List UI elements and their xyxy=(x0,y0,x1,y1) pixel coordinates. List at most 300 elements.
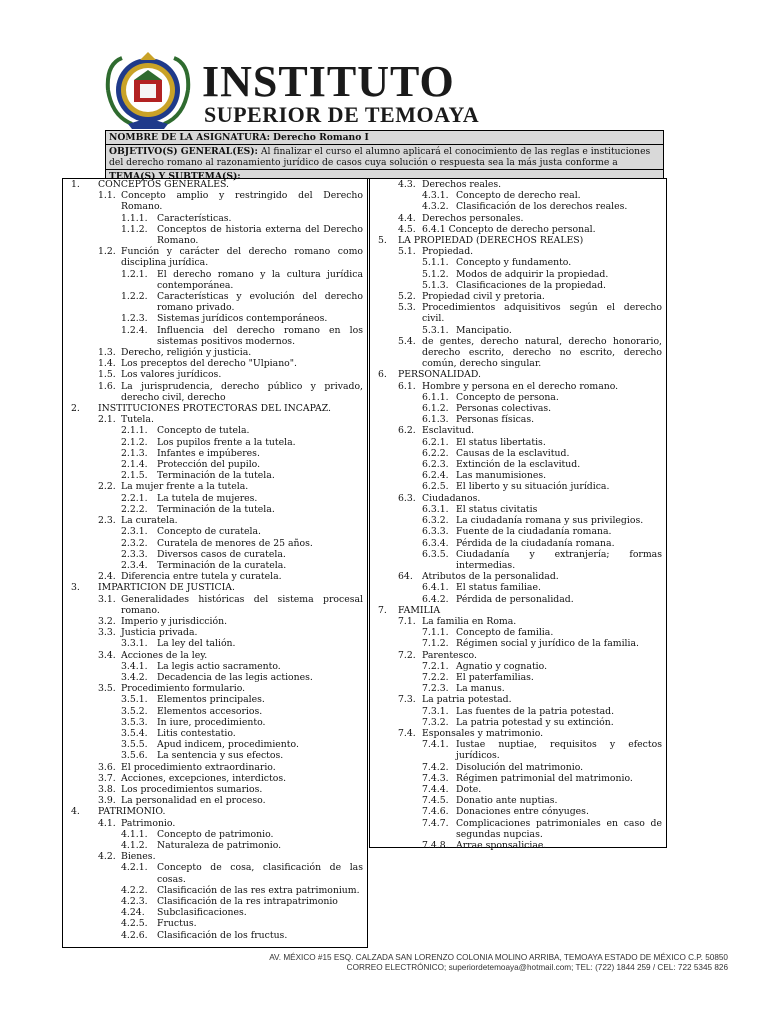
outline-number: 64. xyxy=(398,571,413,583)
outline-item xyxy=(63,582,367,593)
outline-item xyxy=(63,862,367,884)
outline-number: 7. xyxy=(378,604,387,616)
outline-text: Acciones de la ley. xyxy=(121,649,208,661)
outline-item xyxy=(370,526,666,537)
outline-text: Bienes. xyxy=(121,851,156,863)
outline-text: Terminación de la curatela. xyxy=(157,559,287,571)
outline-item xyxy=(370,179,666,190)
outline-number: 3.3.1. xyxy=(121,638,148,650)
outline-item xyxy=(63,773,367,784)
outline-text: Los preceptos del derecho "Ulpiano". xyxy=(121,358,298,370)
outline-number: 4. xyxy=(71,806,80,818)
outline-text: Clasificación de la res intrapatrimonio xyxy=(157,896,338,907)
outline-item xyxy=(370,325,666,336)
outline-item xyxy=(370,201,666,212)
outline-item xyxy=(370,291,666,302)
outline-item xyxy=(370,672,666,683)
outline-item xyxy=(63,907,367,918)
outline-item xyxy=(63,526,367,537)
outline-item xyxy=(63,470,367,481)
outline-number: 2.1.1. xyxy=(121,425,148,437)
outline-text: Los valores jurídicos. xyxy=(121,369,222,381)
outline-text: Terminación de la tutela. xyxy=(157,503,275,515)
outline-item xyxy=(63,571,367,582)
outline-number: 4.1.1. xyxy=(121,828,148,840)
outline-text: Los pupilos frente a la tutela. xyxy=(157,436,296,448)
outline-number: 7.4.2. xyxy=(422,761,449,773)
outline-number: 6.1.3. xyxy=(422,414,449,426)
outline-text: Concepto de tutela. xyxy=(157,425,250,437)
outline-text: Complicaciones patrimoniales en caso de segundas nupcias. xyxy=(456,817,662,840)
outline-item xyxy=(370,728,666,739)
outline-text: El derecho romano y la cultura jurídica contemporánea. xyxy=(157,268,363,291)
outline-number: 5.2. xyxy=(398,291,416,303)
outline-text: Diversos casos de curatela. xyxy=(157,548,286,560)
syllabus-left-column xyxy=(62,178,368,948)
outline-item xyxy=(370,840,666,851)
outline-item xyxy=(63,481,367,492)
outline-item xyxy=(63,717,367,728)
outline-number: 6.2.1. xyxy=(422,436,449,448)
outline-number: 5.3.1. xyxy=(422,324,449,336)
outline-item xyxy=(63,549,367,560)
outline-number: 7.2. xyxy=(398,649,416,661)
outline-text: Derecho, religión y justicia. xyxy=(121,347,252,359)
outline-item xyxy=(63,347,367,358)
outline-item xyxy=(370,269,666,280)
outline-number: 7.4.7. xyxy=(422,817,449,829)
outline-item xyxy=(63,403,367,414)
outline-number: 6.4.1. xyxy=(422,582,449,594)
outline-text: El status civitatis xyxy=(456,503,538,515)
outline-number: 2.2.1. xyxy=(121,492,148,504)
outline-text: Causas de la esclavitud. xyxy=(456,447,570,459)
outline-item xyxy=(63,795,367,806)
outline-text: Concepto de derecho real. xyxy=(456,190,581,202)
outline-number: 2.4. xyxy=(98,571,116,583)
outline-number: 7.4.5. xyxy=(422,795,449,807)
outline-text: El status familiae. xyxy=(456,582,541,594)
outline-item xyxy=(370,706,666,717)
outline-number: 7.4.3. xyxy=(422,772,449,784)
outline-number: 6.2.2. xyxy=(422,447,449,459)
outline-text: FAMILIA xyxy=(398,604,441,616)
outline-item xyxy=(370,605,666,616)
outline-item xyxy=(370,280,666,291)
outline-number: 1.1. xyxy=(98,190,116,202)
outline-text: Conceptos de historia externa del Derecho Romano. xyxy=(157,223,363,247)
outline-text: Propiedad. xyxy=(422,246,474,258)
outline-text: Esponsales y matrimonio. xyxy=(422,727,544,739)
outline-number: 1.1.1. xyxy=(121,212,148,224)
footer-contact: CORREO ELECTRÓNICO; superiordetemoaya@hotmail.com; TEL: (722) 1844 259 / CEL: 722 5345 826 xyxy=(346,963,728,972)
outline-number: 6.1. xyxy=(398,380,416,392)
outline-number: 1. xyxy=(71,179,80,190)
objective-label: OBJETIVO(S) GENERAL(ES): xyxy=(109,146,258,157)
outline-number: 6. xyxy=(378,369,387,381)
outline-item xyxy=(63,437,367,448)
objective-row xyxy=(106,145,663,170)
outline-text: Clasificación de los fructus. xyxy=(157,929,288,941)
outline-item xyxy=(370,235,666,246)
outline-number: 4.2. xyxy=(98,851,116,863)
subject-value: Derecho Romano I xyxy=(273,132,369,143)
outline-item xyxy=(370,739,666,761)
outline-item xyxy=(370,257,666,268)
outline-item xyxy=(370,694,666,705)
outline-number: 4.2.1. xyxy=(121,862,148,874)
outline-item xyxy=(370,582,666,593)
outline-number: 2. xyxy=(71,403,80,415)
outline-text: Generalidades históricas del sistema procesal romano. xyxy=(121,593,363,616)
outline-item xyxy=(63,381,367,403)
outline-item xyxy=(370,638,666,649)
outline-number: 6.3.1. xyxy=(422,503,449,515)
outline-text: Elementos accesorios. xyxy=(157,705,263,717)
outline-text: Imperio y jurisdicción. xyxy=(121,615,228,627)
outline-number: 4.1.2. xyxy=(121,839,148,851)
outline-text: Personas físicas. xyxy=(456,414,535,426)
outline-text: La curatela. xyxy=(121,515,178,527)
outline-item xyxy=(370,459,666,470)
outline-item xyxy=(370,504,666,515)
outline-text: El liberto y su situación jurídica. xyxy=(456,481,610,493)
outline-item xyxy=(370,515,666,526)
outline-text: Agnatio y cognatio. xyxy=(456,660,548,672)
outline-text: Personas colectivas. xyxy=(456,403,552,415)
outline-number: 4.3. xyxy=(398,179,416,190)
outline-number: 3.5.4. xyxy=(121,727,148,739)
outline-item xyxy=(370,571,666,582)
syllabus-right-column xyxy=(369,178,667,851)
outline-number: 4.3.1. xyxy=(422,190,449,202)
outline-number: 3.4.1. xyxy=(121,660,148,672)
outline-text: Características. xyxy=(157,212,232,224)
outline-item xyxy=(370,381,666,392)
outline-text: Infantes e impúberes. xyxy=(157,447,260,459)
outline-text: Clasificación de los derechos reales. xyxy=(456,201,628,213)
outline-text: Patrimonio. xyxy=(121,817,176,829)
outline-text: Pérdida de la ciudadanía romana. xyxy=(456,537,615,549)
outline-item xyxy=(370,806,666,817)
outline-text: Litis contestatio. xyxy=(157,727,236,739)
outline-number: 7.3. xyxy=(398,694,416,706)
outline-item xyxy=(370,481,666,492)
outline-number: 3.5.5. xyxy=(121,739,148,751)
outline-item xyxy=(63,706,367,717)
outline-text: El status libertatis. xyxy=(456,436,546,448)
outline-item xyxy=(63,325,367,347)
outline-item xyxy=(370,594,666,605)
outline-text: Naturaleza de patrimonio. xyxy=(157,839,282,851)
outline-text: La patria potestad y su extinción. xyxy=(456,716,614,728)
outline-item xyxy=(63,313,367,324)
outline-item xyxy=(63,369,367,380)
outline-item xyxy=(370,762,666,773)
topics-label: TEMA(S) Y SUBTEMA(S): xyxy=(109,171,241,182)
outline-item xyxy=(370,784,666,795)
outline-text: La tutela de mujeres. xyxy=(157,492,258,504)
outline-text: Atributos de la personalidad. xyxy=(422,571,559,583)
outline-text: PATRIMONIO. xyxy=(98,806,166,818)
outline-number: 7.4.1. xyxy=(422,739,449,751)
outline-text: El paterfamilias. xyxy=(456,671,534,683)
outline-number: 1.2.4. xyxy=(121,324,148,336)
outline-text: Régimen patrimonial del matrimonio. xyxy=(456,772,633,784)
outline-number: 6.2. xyxy=(398,425,416,437)
outline-item xyxy=(63,213,367,224)
outline-item xyxy=(370,224,666,235)
outline-text: La jurisprudencia, derecho público y privado, derecho civil, derecho xyxy=(121,380,363,403)
outline-number: 7.3.1. xyxy=(422,705,449,717)
outline-text: Fructus. xyxy=(157,918,197,930)
outline-item xyxy=(63,627,367,638)
outline-number: 1.5. xyxy=(98,369,116,381)
outline-text: Fuente de la ciudadanía romana. xyxy=(456,526,612,538)
outline-item xyxy=(63,829,367,840)
outline-text: INSTITUCIONES PROTECTORAS DEL INCAPAZ. xyxy=(98,403,331,415)
outline-number: 6.3.2. xyxy=(422,515,449,527)
outline-text: Tutela. xyxy=(121,414,154,426)
outline-item xyxy=(63,224,367,246)
outline-text: Función y carácter del derecho romano como disciplina jurídica. xyxy=(121,246,363,269)
outline-item xyxy=(370,627,666,638)
outline-item xyxy=(370,392,666,403)
outline-number: 1.4. xyxy=(98,358,116,370)
outline-text: Concepto de curatela. xyxy=(157,526,261,538)
outline-item xyxy=(63,661,367,672)
outline-text: PERSONALIDAD. xyxy=(398,369,481,381)
objective-text: Al finalizar el curso el alumno aplicará el conocimiento de las reglas e instituciones del derecho romano al razonamiento jurídico de casos cuya solución o respuesta sea la más justa conforme a xyxy=(109,146,651,168)
outline-text: La mujer frente a la tutela. xyxy=(121,481,249,493)
outline-item xyxy=(63,459,367,470)
outline-number: 7.4.6. xyxy=(422,806,449,818)
outline-text: El procedimiento extraordinario. xyxy=(121,761,276,773)
outline-number: 2.1.3. xyxy=(121,447,148,459)
outline-item xyxy=(63,594,367,616)
outline-item xyxy=(370,336,666,370)
outline-item xyxy=(370,190,666,201)
outline-number: 3.5.2. xyxy=(121,705,148,717)
outline-number: 3.6. xyxy=(98,761,116,773)
outline-text: Decadencia de las legis actiones. xyxy=(157,671,313,683)
outline-number: 3.2. xyxy=(98,615,116,627)
outline-number: 4.2.2. xyxy=(121,884,148,896)
outline-item xyxy=(63,851,367,862)
outline-number: 2.1.4. xyxy=(121,459,148,471)
outline-number: 5.1. xyxy=(398,246,416,258)
outline-text: de gentes, derecho natural, derecho honorario, derecho escrito, derecho no escrito, derecho común, derecho singular. xyxy=(422,335,662,370)
outline-item xyxy=(63,694,367,705)
outline-number: 3.8. xyxy=(98,783,116,795)
outline-text: Derechos personales. xyxy=(422,212,524,224)
outline-number: 6.2.3. xyxy=(422,459,449,471)
outline-text: Pérdida de personalidad. xyxy=(456,593,574,605)
outline-number: 2.3.2. xyxy=(121,537,148,549)
outline-number: 6.2.4. xyxy=(422,470,449,482)
outline-text: Clasificaciones de la propiedad. xyxy=(456,279,607,291)
outline-item xyxy=(63,672,367,683)
outline-item xyxy=(63,750,367,761)
outline-text: 6.4.1 Concepto de derecho personal. xyxy=(422,223,596,235)
outline-text: Mancipatio. xyxy=(456,324,512,336)
outline-text: La ley del talión. xyxy=(157,638,236,650)
outline-item xyxy=(370,437,666,448)
outline-item xyxy=(63,683,367,694)
outline-text: Apud indicem, procedimiento. xyxy=(157,739,299,751)
outline-item xyxy=(370,795,666,806)
outline-text: Acciones, excepciones, interdictos. xyxy=(121,772,287,784)
outline-text: La familia en Roma. xyxy=(422,615,517,627)
outline-item xyxy=(370,470,666,481)
outline-item xyxy=(63,179,367,190)
outline-item xyxy=(63,269,367,291)
outline-number: 1.3. xyxy=(98,347,116,359)
outline-text: Ciudadanía y extranjería; formas intermedias. xyxy=(456,548,662,571)
outline-text: LA PROPIEDAD (DERECHOS REALES) xyxy=(398,235,584,247)
outline-number: 3.5.3. xyxy=(121,716,148,728)
outline-item xyxy=(63,538,367,549)
subject-label: NOMBRE DE LA ASIGNATURA: xyxy=(109,132,271,143)
outline-number: 7.2.3. xyxy=(422,683,449,695)
outline-item xyxy=(370,818,666,840)
outline-number: 2.1. xyxy=(98,414,116,426)
outline-number: 7.4. xyxy=(398,727,416,739)
outline-number: 5.1.2. xyxy=(422,268,449,280)
outline-number: 2.3. xyxy=(98,515,116,527)
outline-number: 3.5.1. xyxy=(121,694,148,706)
outline-text: Arrae sponsaliciae. xyxy=(456,839,547,851)
outline-text: Elementos principales. xyxy=(157,694,265,706)
outline-number: 2.3.3. xyxy=(121,548,148,560)
outline-number: 7.1.1. xyxy=(422,627,449,639)
outline-item xyxy=(370,369,666,380)
outline-text: Protección del pupilo. xyxy=(157,459,261,471)
outline-item xyxy=(63,784,367,795)
outline-text: Iustae nuptiae, requisitos y efectos jurídicos. xyxy=(456,739,662,762)
outline-number: 1.1.2. xyxy=(121,223,148,235)
subject-info-box xyxy=(105,130,664,182)
outline-item xyxy=(370,549,666,571)
outline-item xyxy=(370,403,666,414)
outline-number: 4.24. xyxy=(121,907,145,919)
outline-text: Concepto de patrimonio. xyxy=(157,828,274,840)
outline-number: 2.1.2. xyxy=(121,436,148,448)
outline-item xyxy=(63,190,367,212)
outline-number: 4.2.6. xyxy=(121,929,148,941)
outline-text: La personalidad en el proceso. xyxy=(121,795,266,807)
outline-number: 6.3.5. xyxy=(422,548,449,560)
institute-subtitle: SUPERIOR DE TEMOAYA xyxy=(204,102,480,127)
outline-text: Características y evolución del derecho romano privado. xyxy=(157,291,363,314)
outline-text: Hombre y persona en el derecho romano. xyxy=(422,380,619,392)
outline-text: Procedimientos adquisitivos según el derecho civil. xyxy=(422,302,662,325)
outline-text: Propiedad civil y pretoria. xyxy=(422,291,545,303)
outline-text: Ciudadanos. xyxy=(422,492,481,504)
outline-text: Concepto de cosa, clasificación de las cosas. xyxy=(157,862,363,885)
outline-number: 4.1. xyxy=(98,817,116,829)
outline-item xyxy=(63,358,367,369)
outline-number: 6.1.2. xyxy=(422,403,449,415)
outline-text: Sistemas jurídicos contemporáneos. xyxy=(157,313,328,325)
outline-item xyxy=(370,683,666,694)
outline-item xyxy=(63,504,367,515)
outline-item xyxy=(63,650,367,661)
outline-text: Donaciones entre cónyuges. xyxy=(456,806,589,818)
outline-number: 3.7. xyxy=(98,772,116,784)
outline-number: 5.3. xyxy=(398,302,416,314)
outline-text: La manus. xyxy=(456,683,505,695)
outline-item xyxy=(370,425,666,436)
outline-item xyxy=(370,448,666,459)
outline-item xyxy=(63,425,367,436)
outline-item xyxy=(63,515,367,526)
footer-address: AV. MÉXICO #15 ESQ. CALZADA SAN LORENZO COLONIA MOLINO ARRIBA, TEMOAYA ESTADO DE MÉXICO C.P. 50850 xyxy=(269,953,728,962)
outline-number: 6.2.5. xyxy=(422,481,449,493)
outline-text: La ciudadanía romana y sus privilegios. xyxy=(456,515,644,527)
outline-number: 2.2. xyxy=(98,481,116,493)
outline-number: 3.5. xyxy=(98,683,116,695)
institute-title: INSTITUTO xyxy=(202,57,455,106)
outline-text: Modos de adquirir la propiedad. xyxy=(456,268,609,280)
outline-item xyxy=(63,291,367,313)
outline-number: 2.3.1. xyxy=(121,526,148,538)
outline-item xyxy=(63,246,367,268)
outline-item xyxy=(370,650,666,661)
outline-text: Clasificación de las res extra patrimonium. xyxy=(157,884,360,896)
outline-number: 6.1.1. xyxy=(422,391,449,403)
outline-item xyxy=(370,773,666,784)
outline-item xyxy=(63,896,367,907)
seal-icon xyxy=(104,50,192,130)
outline-text: Diferencia entre tutela y curatela. xyxy=(121,571,282,583)
outline-number: 7.1.2. xyxy=(422,638,449,650)
outline-number: 4.5. xyxy=(398,223,416,235)
outline-item xyxy=(370,246,666,257)
outline-text: Parentesco. xyxy=(422,649,477,661)
outline-item xyxy=(63,818,367,829)
outline-number: 7.3.2. xyxy=(422,716,449,728)
outline-text: Régimen social y jurídico de la familia. xyxy=(456,638,639,650)
outline-item xyxy=(63,638,367,649)
institute-logo xyxy=(104,50,192,130)
outline-number: 1.6. xyxy=(98,380,116,392)
outline-number: 6.3.3. xyxy=(422,526,449,538)
footer xyxy=(150,953,728,973)
outline-item xyxy=(63,918,367,929)
outline-text: La patria potestad. xyxy=(422,694,512,706)
outline-text: Concepto de persona. xyxy=(456,391,559,403)
outline-item xyxy=(63,840,367,851)
outline-text: La legis actio sacramento. xyxy=(157,660,281,672)
outline-item xyxy=(63,448,367,459)
outline-text: Extinción de la esclavitud. xyxy=(456,459,581,471)
outline-number: 7.2.2. xyxy=(422,671,449,683)
outline-text: Concepto amplio y restringido del Derecho Romano. xyxy=(121,190,363,213)
outline-text: Justicia privada. xyxy=(121,627,198,639)
outline-number: 7.4.4. xyxy=(422,783,449,795)
outline-text: Disolución del matrimonio. xyxy=(456,761,584,773)
outline-number: 7.1. xyxy=(398,615,416,627)
outline-text: Esclavitud. xyxy=(422,425,475,437)
outline-text: La sentencia y sus efectos. xyxy=(157,750,284,762)
outline-text: Subclasificaciones. xyxy=(157,907,247,919)
outline-item xyxy=(63,762,367,773)
outline-number: 7.2.1. xyxy=(422,660,449,672)
outline-text: Las manumisiones. xyxy=(456,470,547,482)
outline-text: Influencia del derecho romano en los sistemas positivos modernos. xyxy=(157,324,363,347)
outline-item xyxy=(63,930,367,941)
